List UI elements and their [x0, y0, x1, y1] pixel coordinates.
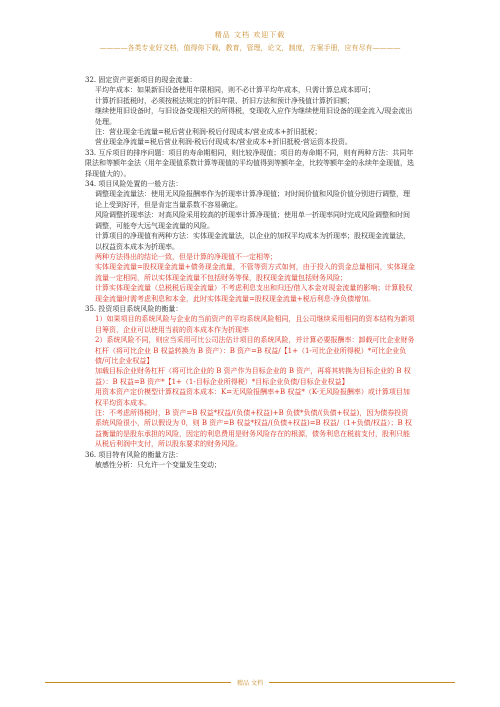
paragraph: 计算折旧抵税时，必须按税法规定的折旧年限、折旧方法和预计净残值计算折旧额；	[95, 96, 354, 105]
paragraph: 加载目标企业财务杠杆（将可比企业的 B 资产作为目标企业的 B 资产，再将其转换为目标企业的 B 权益）：B 权益=B 资产*【1+（1-目标企业所得税）*目标企业负债/目标企业权益】	[95, 367, 411, 386]
paragraph: 敏感性分析：只允许一个变量发生变动；	[95, 461, 221, 470]
paragraph: 计算实体现金流量（总税税后现金流量）不考虑利息支出和归还/借入本金对现金流量的影响；计算股权现金流量时需考虑利息和本金，此时实体现金流量=股权现金流量+税后利息-净负债增加。	[95, 284, 413, 303]
paragraph: 34. 项目风险处置的一般方法：	[85, 180, 183, 189]
paragraph: 用资本资产定价模型计算权益资本成本：K=无风险报酬率+B 权益*（K-无风险报酬率）或计算项目加权平均资本成本。	[95, 388, 410, 407]
paragraph: 36. 项目特有风险的衡量方法：	[85, 450, 183, 459]
paragraph: 35. 投资项目系统风险的衡量：	[85, 304, 183, 313]
page-header	[0, 30, 500, 53]
paragraph: 调整现金流量法：使用无风险报酬率作为折现率计算净现值；对时间价值和风险价值分别进行调整，理论上受到好评，但是肯定当量系数不容易确定。	[95, 190, 410, 209]
paragraph: 计算项目的净现值有两种方法：实体现金流量法，以企业的加权平均成本为折现率；股权现金流量法，以权益资本成本为折现率。	[95, 232, 410, 251]
paragraph: 继续使用旧设备时，与旧设备变现相关的所得税，变现收入应作为继续使用旧设备的现金流入/现金流出处理。	[95, 107, 413, 126]
document-body	[85, 75, 415, 470]
paragraph: 营业现金净流量=税后营业利润-税后付现成本/营业成本+折旧抵税-营运资本投资。	[95, 138, 352, 147]
paragraph: 注：营业现金毛流量=税后营业利润-税后付现成本/营业成本+折旧抵税；	[95, 128, 322, 137]
paragraph: 32. 固定资产更新项目的现金流量：	[85, 76, 197, 84]
paragraph: 实体现金流量=股权现金流量+债务现金流量，不管等资方式如何，由于投入的资金总量相同，实体现金流量一定相同，所以实体现金流量不包括财务等保，股权现金流量包括财务风险；	[95, 263, 415, 282]
header-subtitle: ————各类专业好文档，值得你下载，教育，管理，论文，制度，方案手册，应有尽有————	[99, 44, 401, 52]
paragraph: 2）系统风险不同，则应当采用可比公司法估计项目的系统风险，并计算必要报酬率：卸载可比企业财务杠杆（将可比企业 B 权益转换为 B 资产）：B 资产=B 权益/【1+（1-可比企业所得税）*可比企业负债/可比企业权益】	[95, 336, 415, 365]
paragraph: 注：不考虑所得税时，B 资产=B 权益*权益/(负债+权益)+B 负债*负债/(负债+权益)，因为债券投资系统风险很小，所以假设为 0，则 B 资产=B 权益*权益/(负债+权益)=B 权益/（1+负债/权益）；B 权益衡量的是股东承担的风险，因定的利息费用是财务风险存在的根源，债务利息在税前支付，股利只能从税后利润中支付，所以股东要求的财务风险。	[95, 409, 412, 449]
page-footer	[0, 678, 500, 687]
paragraph: 33. 互斥项目的排序问题：项目的寿命期相同，则比较净现值；项目的寿命期不同，则有两种方法：共同年限法和等额年金法（用年金现值系数计算等现值的平均值得到等额年金，比较等额年金的永续年金现值，选择现值大的）。	[85, 148, 414, 178]
paragraph: 两种方法得出的结论一致，但是计算的净现值不一定相等；	[95, 252, 277, 261]
footer-text: 精品 文档	[231, 680, 269, 687]
paragraph: 风险调整折现率法：对高风险采用较高的折现率计算净现值；使用单一折现率同时完成风险调整和时间调整，可能夸大远气现金流量的风险。	[95, 211, 410, 230]
paragraph: 平均年成本：如果新旧设备使用年限相同，则不必计算平均年成本，只需计算总成本即可；	[95, 86, 375, 95]
header-title: 精品 文档 欢迎下载	[214, 31, 286, 39]
paragraph: 1）如果项目的系统风险与企业的当前资产的平均系统风险相同，且公司继续采用相同的资本结构为新项目筹资，企业可以使用当前的资本成本作为折现率	[95, 315, 415, 334]
